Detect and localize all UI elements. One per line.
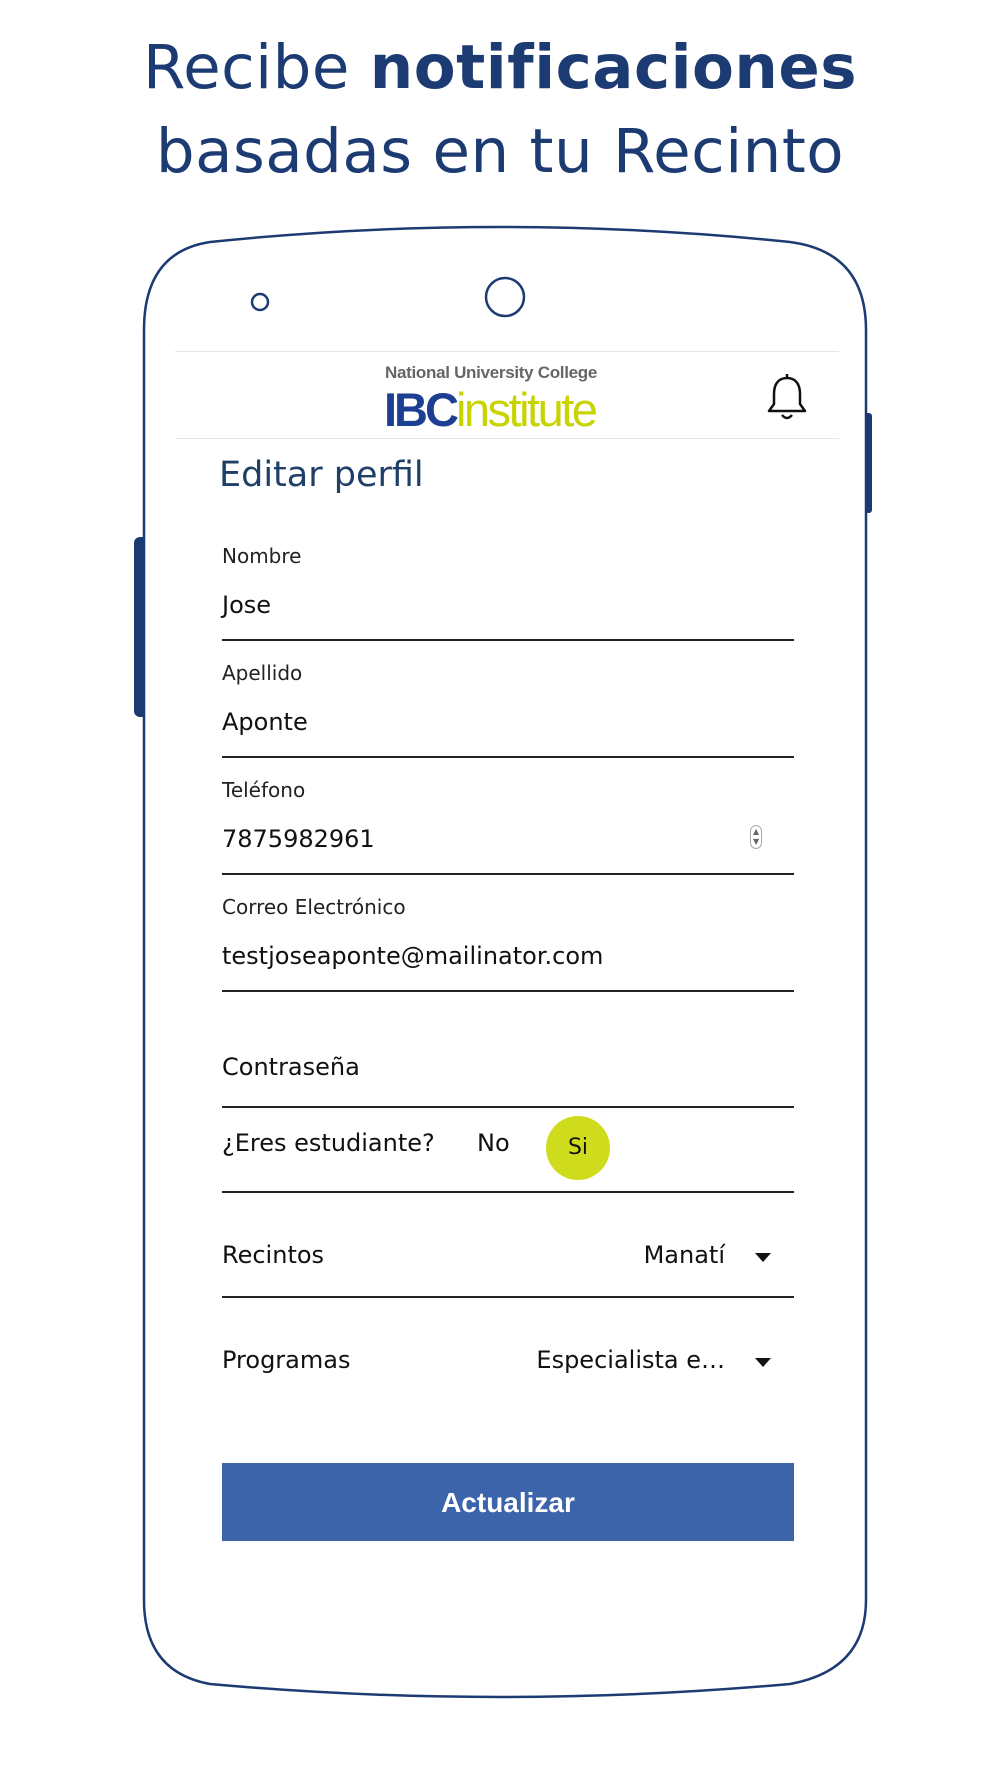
correo-input[interactable]: testjoseaponte@mailinator.com (222, 942, 604, 970)
password-underline (222, 1106, 794, 1108)
estudiante-label: ¿Eres estudiante? (222, 1129, 435, 1157)
page-title: Editar perfil (219, 455, 424, 495)
bell-icon[interactable] (765, 372, 809, 422)
password-input[interactable]: Contraseña (222, 1053, 360, 1081)
telefono-underline (222, 873, 794, 875)
logo-subtitle: National University College (385, 363, 598, 382)
telefono-input[interactable]: 7875982961 (222, 825, 375, 853)
headline-line-2: basadas en tu Recinto (155, 116, 845, 187)
estudiante-option-no[interactable]: No (477, 1129, 510, 1157)
telefono-label: Teléfono (222, 778, 306, 802)
apellido-input[interactable]: Aponte (222, 708, 308, 736)
correo-underline (222, 990, 794, 992)
estudiante-underline (222, 1191, 794, 1193)
actualizar-button[interactable]: Actualizar (222, 1463, 794, 1541)
correo-label: Correo Electrónico (222, 895, 406, 919)
estudiante-option-si[interactable]: Si (546, 1116, 610, 1180)
recintos-underline (222, 1296, 794, 1298)
nombre-underline (222, 639, 794, 641)
app-bar (175, 351, 839, 439)
logo-institute-text: institute (455, 383, 596, 436)
recintos-select[interactable]: Manatí (643, 1241, 725, 1269)
nombre-label: Nombre (222, 544, 302, 568)
headline-prefix: Recibe (142, 32, 370, 103)
programas-label: Programas (222, 1346, 351, 1374)
apellido-label: Apellido (222, 661, 303, 685)
logo-ibc-text: IBC (384, 383, 456, 436)
apellido-underline (222, 756, 794, 758)
app-screen (175, 351, 839, 1541)
recintos-caret-icon[interactable] (755, 1253, 771, 1262)
programas-caret-icon[interactable] (755, 1358, 771, 1367)
recintos-label: Recintos (222, 1241, 325, 1269)
number-stepper[interactable]: ▲ ▼ (750, 825, 762, 849)
ibc-logo (384, 382, 596, 436)
programas-select[interactable]: Especialista e… (536, 1346, 725, 1374)
nombre-input[interactable]: Jose (222, 591, 272, 619)
headline-bold: notificaciones (369, 32, 858, 103)
